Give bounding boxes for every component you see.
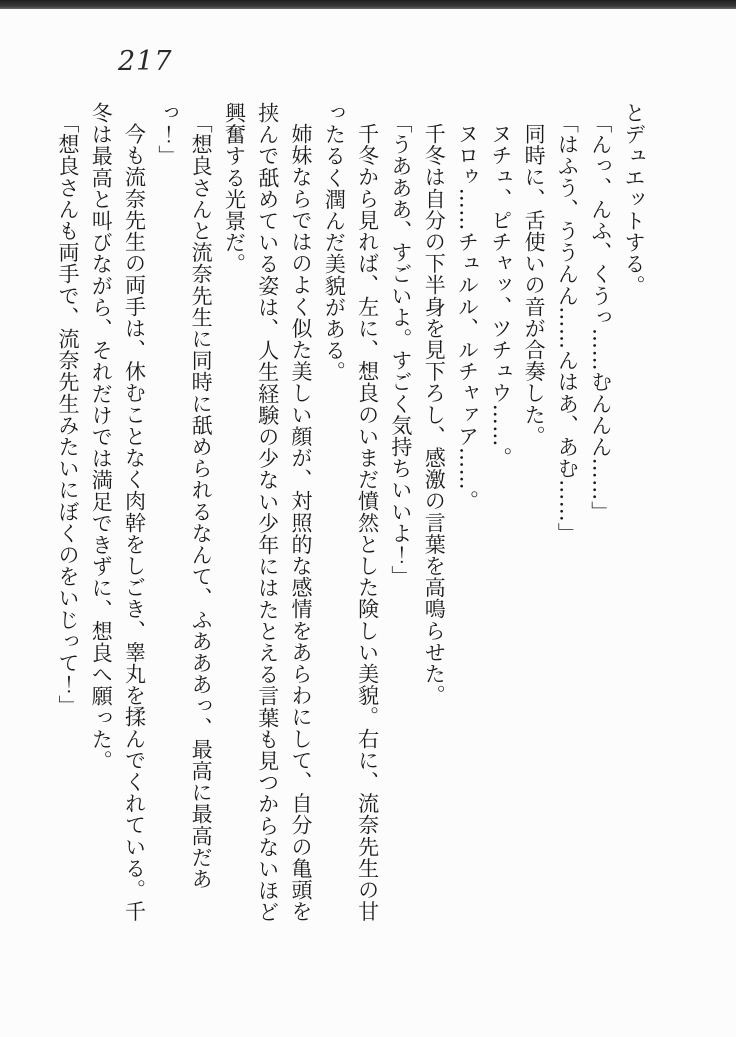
paragraph-1: とデュエットする。 bbox=[622, 102, 646, 297]
paragraph-4: 同時に、舌使いの音が合奏した。 bbox=[522, 123, 547, 447]
paragraph-6: ヌロゥ……チュルル、ルチャァア……。 bbox=[455, 123, 480, 512]
paragraph-11: 「想良さんと流奈先生に同時に舐められるなんて、ふあああっ、最高に最高だあっ！」 bbox=[155, 102, 214, 890]
paragraph-10: 姉妹ならではのよく似た美しい顔が、対照的な感情をあらわにして、自分の亀頭を挟んで舐めている姿は、人生経験の少ない少年にはたとえる言葉も見つからないほど興奮する光景だ。 bbox=[222, 102, 314, 923]
paragraph-12: 今も流奈先生の両手は、休むことなく肉幹をしごき、睾丸を揉んでくれている。千冬は最高と叫びながら、それだけでは満足できずに、想良へ願った。 bbox=[89, 102, 147, 923]
page-number: 217 bbox=[118, 46, 173, 77]
scan-edge-top bbox=[0, 0, 736, 9]
paragraph-3: 「はふう、ううんん……んはあ、あむ……」 bbox=[555, 112, 580, 544]
paragraph-13: 「想良さんも両手で、流奈先生みたいにぼくのをいじって！」 bbox=[55, 112, 80, 717]
text-block bbox=[55, 102, 650, 940]
paragraph-9: 千冬から見れば、左に、想良のいまだ憤然とした険しい美貌。右に、流奈先生の甘ったるく潤んだ美貌がある。 bbox=[322, 102, 380, 923]
paragraph-5: ヌチュ、ピチャッ、ツチュウ……。 bbox=[488, 123, 513, 469]
paragraph-2: 「んっ、んふ、くうっ……むんんん……」 bbox=[588, 112, 613, 523]
paragraph-8: 「うあああ、すごいよ。すごく気持ちいいよ！」 bbox=[388, 112, 413, 588]
paragraph-7: 千冬は自分の下半身を見下ろし、感激の言葉を高鳴らせた。 bbox=[422, 123, 447, 707]
